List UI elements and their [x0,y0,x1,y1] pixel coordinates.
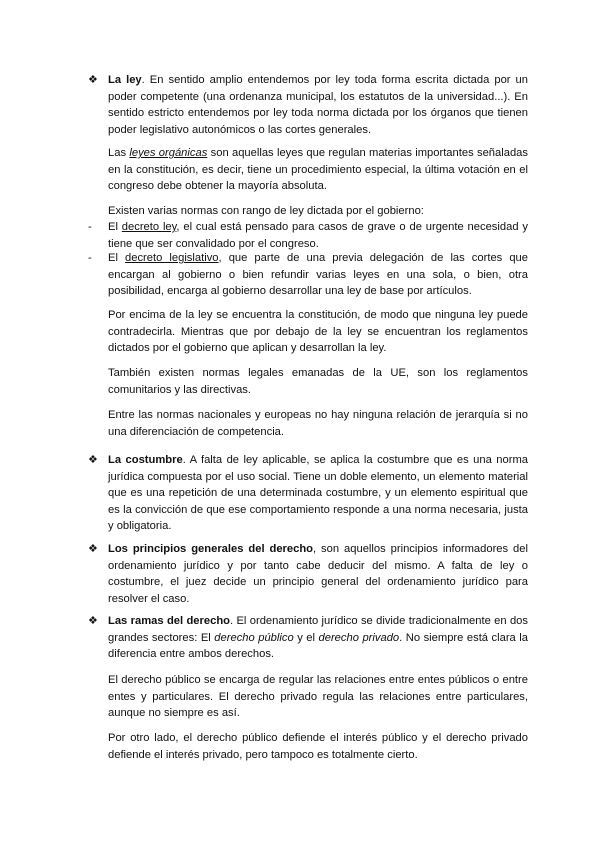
decreto-leg-post: , que parte de una previa delegación de las cortes que encargan al gobierno o bien refundir varias leyes en una sola, o bien, otra posibilidad, encarga al gobierno desarrollar una ley de base por artículos. [108,252,528,297]
paragraph-normas-ue [108,365,528,398]
ue-text: También existen normas legales emanadas de la UE, son los reglamentos comunitarios y las directivas. [108,367,528,396]
ramas-text-a: . El ordenamiento jurídico se divide tradicionalmente en dos grandes sectores: El [108,615,528,644]
ramas-p2-text: El derecho público se encarga de regular las relaciones entre entes públicos o entre entes y particulares. El derecho privado regula las relaciones entre particulares, aunque no siempre es así. [108,674,528,719]
decreto-ley-pre: El [108,221,122,233]
decreto-leg-pre: El [108,252,126,264]
bullet-diamond-icon: ❖ [88,74,98,86]
section-ley-intro [108,72,528,138]
section-ramas [108,613,528,663]
bullet-diamond-icon: ❖ [88,543,98,555]
term-derecho-publico: derecho público [214,631,294,644]
organicas-post: son aquellas leyes que regulan materias importantes señaladas en la constitución, es decir, tiene un procedimiento especial, la última votación en el congreso debe obtener la mayoría absoluta. [108,147,528,192]
costumbre-text: . A falta de ley aplicable, se aplica la costumbre que es una norma jurídica compuesta por el uso social. Tiene un doble elemento, un elemento material que es una repetición de una determinada costumbre, y un elemento espiritual que es la convicción de que ese comportamiento responde a una norma necesaria, justa y obligatoria. [108,454,529,532]
principios-text: , son aquellos principios informadores del ordenamiento jurídico y por tanto cabe deducir del mismo. A falta de ley o costumbre, el juez decide un principio general del ordenamiento jurídico para resolver el caso. [108,543,528,605]
encima-text: Por encima de la ley se encuentra la constitución, de modo que ninguna ley puede contradecirla. Mientras que por debajo de la ley se encuentran los reglamentos dictados por el gobierno que aplican y desarrollan la ley. [108,309,528,354]
ramas-text-c: . No siempre está clara la diferencia entre ambos derechos. [108,631,528,660]
ramas-text-b: y el [293,631,319,644]
organicas-pre: Las [108,147,130,159]
term-decreto-legislativo: decreto legislativo [125,252,219,264]
paragraph-interes [108,730,528,763]
bullet-diamond-icon: ❖ [88,615,98,627]
ley-intro-text: . En sentido amplio entendemos por ley toda forma escrita dictada por un poder competente (una ordenanza municipal, los estatutos de la universidad...). En sentido estricto entendemos por ley toda norma dictada por los órganos que tienen poder legislativo autonómicos o las cortes generales. [108,74,528,136]
list-item-decreto-legislativo [108,250,528,300]
section-title-ley: La ley [108,74,142,86]
list-item-decreto-ley [108,219,528,252]
term-decreto-ley: decreto ley [121,221,177,233]
section-title-ramas: Las ramas del derecho [108,615,230,627]
paragraph-derecho-publico-privado [108,672,528,722]
dash-marker: - [88,221,92,233]
paragraph-normas-nacionales-europeas [108,407,528,440]
paragraph-leyes-organicas [108,145,528,195]
section-costumbre [108,452,528,535]
section-title-principios: Los principios generales del derecho [108,543,314,555]
rango-intro-text: Existen varias normas con rango de ley dictada por el gobierno: [108,205,424,217]
paragraph-jerarquia-constitucion [108,307,528,357]
term-leyes-organicas: leyes orgánicas [129,147,208,159]
paragraph-rango-ley [108,203,528,220]
jerarquia-text: Entre las normas nacionales y europeas no hay ninguna relación de jerarquía si no una diferenciación de competencia. [108,409,528,438]
section-title-costumbre: La costumbre [108,454,183,466]
section-principios [108,541,528,607]
term-derecho-privado: derecho privado [318,631,400,644]
ramas-p3-text: Por otro lado, el derecho público defiende el interés público y el derecho privado defiende el interés privado, pero tampoco es totalmente cierto. [108,732,528,761]
bullet-diamond-icon: ❖ [88,454,98,466]
dash-marker: - [88,252,92,264]
decreto-ley-post: , el cual está pensado para casos de grave o de urgente necesidad y tiene que ser convalidado por el congreso. [108,221,528,250]
